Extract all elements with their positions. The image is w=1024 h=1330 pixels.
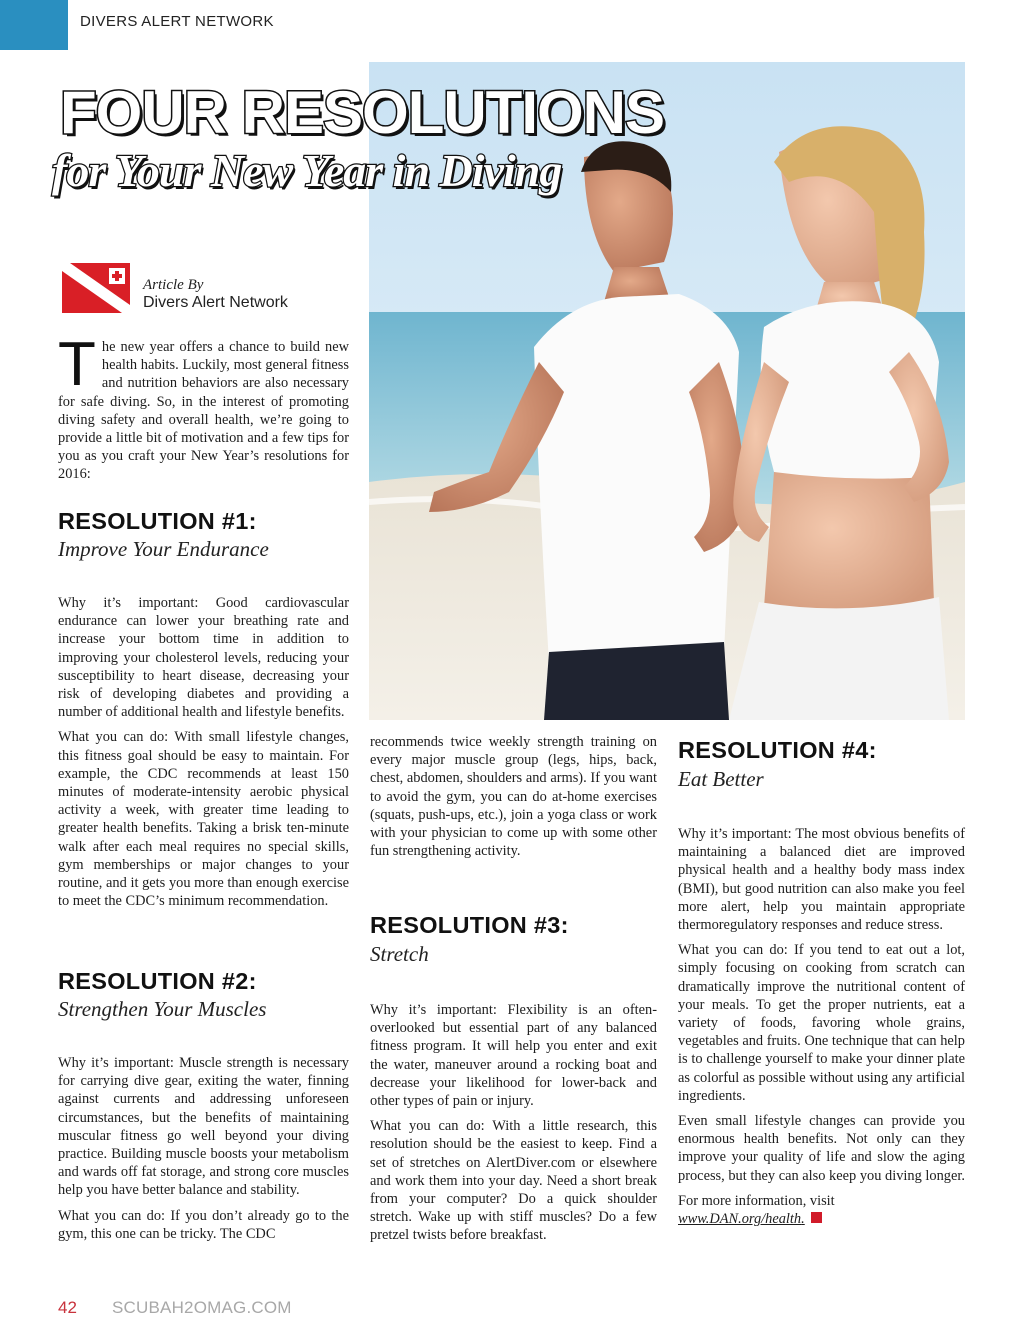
resolution-4-body [678,825,965,1235]
header-accent-block [0,0,68,50]
resolution-2-title: RESOLUTION #2: [58,968,257,994]
resolution-4-title: RESOLUTION #4: [678,737,877,763]
resolution-1-subtitle: Improve Your Endurance [58,537,269,561]
page-number: 42 [58,1298,77,1317]
resolution-2-subtitle: Strengthen Your Muscles [58,997,267,1021]
footer-site: SCUBAH2OMAG.COM [112,1298,292,1317]
resolution-3-title: RESOLUTION #3: [370,912,569,938]
resolution-3-subtitle: Stretch [370,942,429,966]
dive-flag-cross-icon [62,263,134,315]
link-suffix: . [801,1211,805,1228]
resolution-2-why: Why it’s important: Muscle strength is necessary for carrying dive gear, exiting the water, finning against currents and addressing unforeseen circumstances, but the benefits of maintaining muscular fitness go well beyond your diving practice. Building muscle boosts your metabolism and wards off fat storage, and strong core muscles help you have better balance and stability. [58,1055,349,1199]
resolution-4-subtitle: Eat Better [678,767,764,791]
resolution-4-what: What you can do: If you tend to eat out a lot, simply focusing on cooking from scratch can dramatically improve the nutritional content of your meals. To get the proper nutrients, eat a variety of foods, favoring whole grains, vegetables and fruits. One technique that can help is to challenge yourself to make your dinner plate as colorful as possible without using any artificial ingredients. [678,942,965,1104]
article-subtitle: for Your New Year in Diving [52,145,562,196]
resolution-3-why: Why it’s important: Flexibility is an often-overlooked but essential part of any balanced fitness program. It will help you enter and exit the water, maneuver around a rocking boat and decrease your likelihood for lower-back and other types of pain or injury. [370,1002,657,1110]
resolution-3-body [370,1001,657,1252]
resolution-1-title: RESOLUTION #1: [58,508,257,534]
byline-label: Article By [143,277,204,293]
header-label: DIVERS ALERT NETWORK [80,13,274,30]
resolution-1-why: Why it’s important: Good cardiovascular endurance can lower your breathing rate and increase your bottom time in addition to improving your cholesterol levels, reducing your susceptibility to heart disease, decreasing your risk of developing diabetes and providing a number of additional health and lifestyle benefits. [58,595,349,721]
more-info-label: For more information, visit [678,1192,835,1209]
resolution-1-what: What you can do: With small lifestyle changes, this fitness goal should be easy to maintain. For example, the CDC recommends at least 150 minutes of moderate-intensity aerobic physical activity a week, with greater time leading to greater health benefits. Taking a brisk ten-minute walk after each meal requires no special skills, gym memberships or major changes to your routine, and it gets you more than enough exercise to meet the CDC’s minimum recommendation. [58,729,349,910]
article-title: FOUR RESOLUTIONS [60,79,665,146]
intro-text: he new year offers a chance to build new health habits. Luckily, most general fitness and nutrition behaviors are also necessary for safe diving. So, in the interest of promoting diving safety and overall health, we’re going to provide a little bit of motivation and a few tips for you as you craft your New Year’s resolutions for 2016: [58,339,349,483]
end-mark-icon [811,1212,822,1223]
resolution-4-why: Why it’s important: The most obvious benefits of maintaining a balanced diet are improved physical health and a healthy body mass index (BMI), but good nutrition can also make you feel more alert, help you maintain appropriate thermoregulatory responses and reduce stress. [678,826,965,934]
dan-health-link[interactable]: www.DAN.org/health [678,1211,802,1228]
resolution-2-what-start: What you can do: If you don’t already go to the gym, this one can be tricky. The CDC [58,1207,349,1242]
resolution-2-continued [370,733,657,867]
resolution-4-extra: Even small lifestyle changes can provide you enormous health benefits. Not only can they improve your quality of life and slow the aging process, but they can also keep you diving longer. [678,1113,965,1184]
drop-cap: T [58,330,96,399]
resolution-1-body [58,594,349,917]
more-info [678,1192,965,1228]
byline-org: Divers Alert Network [143,294,288,311]
resolution-2-body [58,1054,349,1250]
intro-paragraph [58,330,349,484]
resolution-3-what: What you can do: With a little research, this resolution should be the easiest to keep. Find a set of stretches on AlertDiver.com or elsewhere and work them into your day. Need a short break from your computer? Do a quick shoulder stretch. Wake up with stiff muscles? Do a few pretzel twists before breakfast. [370,1118,657,1244]
resolution-2-what-cont: recommends twice weekly strength training on every major muscle group (legs, hips, back, chest, abdomen, shoulders and arms). If you want to avoid the gym, you can do at-home exercises (squats, push-ups, etc.), join a yoga class or work with your physician to come up with some other fun strengthening activity. [370,734,657,860]
